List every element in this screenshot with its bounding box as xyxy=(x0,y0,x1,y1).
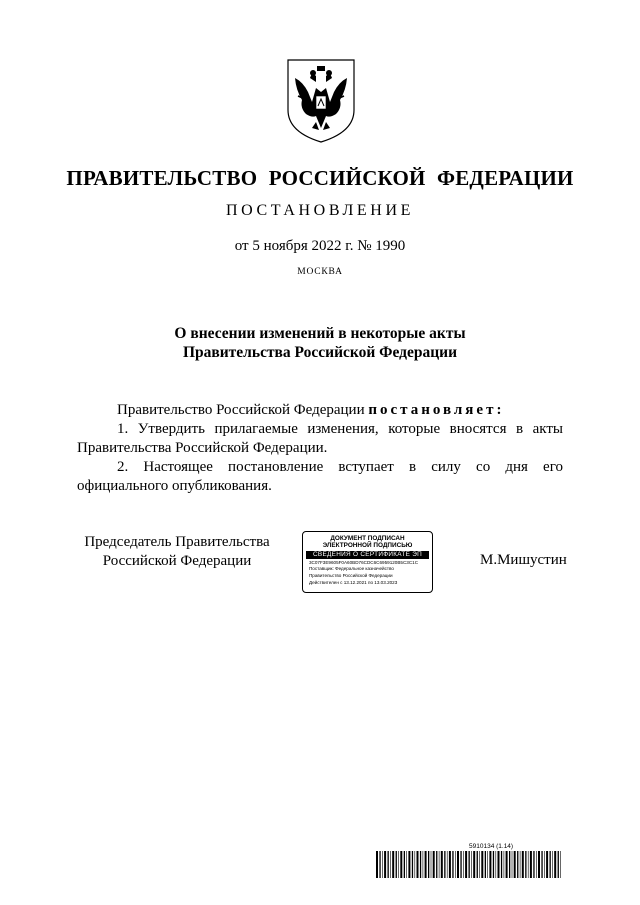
stamp-validity: Действителен с 13.12.2021 по 13.03.2023 xyxy=(309,579,398,585)
electronic-signature-stamp xyxy=(302,531,433,593)
date-and-number: от 5 ноября 2022 г. № 1990 xyxy=(234,238,406,254)
paragraph-item-2: 2. Настоящее постановление вступает в силу со дня его официального опубликования. xyxy=(77,459,563,494)
document-type: ПОСТАНОВЛЕНИЕ xyxy=(226,202,414,219)
title-line-2: Правительства Российской Федерации xyxy=(182,344,458,361)
document-code: 5910134 (1.14) xyxy=(469,843,514,850)
stamp-serial: 3C07F3E9605F0A60BD76CDC6C6959120B5C3C1C xyxy=(309,559,419,565)
position-line-1: Председатель Правительства xyxy=(84,534,270,550)
paragraph-item-1: 1. Утвердить прилагаемые изменения, которые вносятся в акты Правительства Российской Федерации. xyxy=(77,421,563,456)
signatory-name: М.Мишустин xyxy=(480,552,567,568)
preamble-text: Правительство Российской Федерации xyxy=(117,402,365,418)
stamp-issuer-1: Поставщик: Федеральное казначейство xyxy=(309,566,394,572)
stamp-bar: СВЕДЕНИЯ О СЕРТИФИКАТЕ ЭП xyxy=(306,551,429,559)
stamp-line-2: ЭЛЕКТРОННОЙ ПОДПИСЬЮ xyxy=(322,542,413,550)
stamp-issuer-2: Правительство Российской Федерации xyxy=(309,573,393,578)
paragraph-preamble xyxy=(77,401,563,420)
coat-of-arms-emblem xyxy=(286,58,356,144)
decides-word: постановляет: xyxy=(368,402,505,418)
document-title xyxy=(0,324,640,362)
stamp-line-1: ДОКУМЕНТ ПОДПИСАН xyxy=(330,535,405,542)
position-line-2: Российской Федерации xyxy=(102,553,252,569)
title-line-1: О внесении изменений в некоторые акты xyxy=(174,325,466,342)
barcode xyxy=(376,851,563,878)
government-title: ПРАВИТЕЛЬСТВО РОССИЙСКОЙ ФЕДЕРАЦИИ xyxy=(66,166,574,190)
city: МОСКВА xyxy=(297,267,343,277)
signatory-position xyxy=(77,533,277,571)
